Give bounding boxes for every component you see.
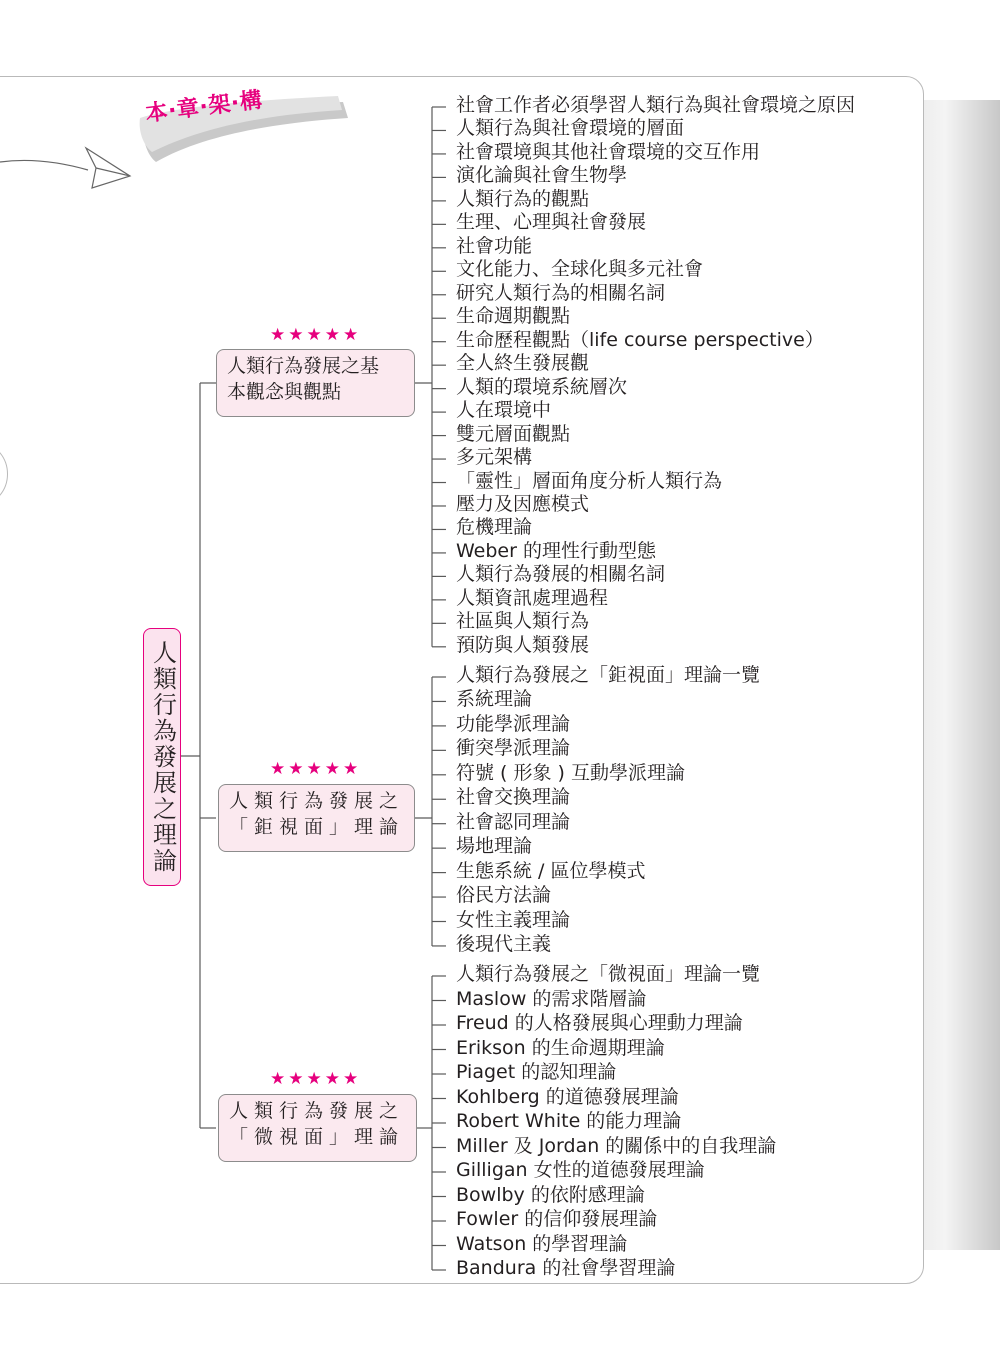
- topic-item: 危機理論: [456, 516, 533, 539]
- topic-item: 社會工作者必須學習人類行為與社會環境之原因: [456, 94, 856, 116]
- topic-item: Bowlby 的依附感理論: [456, 1183, 645, 1206]
- category-label-line1: 人類行為發展之: [229, 1100, 405, 1122]
- topic-item: Piaget 的認知理論: [456, 1061, 617, 1083]
- importance-stars: ★★★★★: [270, 1069, 362, 1089]
- topic-item: 演化論與社會生物學: [456, 164, 628, 187]
- topic-item: Weber 的理性行動型態: [456, 539, 656, 562]
- topic-item: Watson 的學習理論: [456, 1232, 628, 1255]
- topic-item: 人在環境中: [456, 399, 552, 422]
- category-micro-theories[interactable]: [218, 1094, 417, 1162]
- category-label-line1: 人類行為發展之基: [227, 355, 380, 377]
- topic-item: Erikson 的生命週期理論: [456, 1036, 665, 1059]
- topic-item: 生理、心理與社會發展: [456, 211, 647, 234]
- topic-item: Robert White 的能力理論: [456, 1110, 682, 1132]
- topic-item: 「靈性」層面角度分析人類行為: [456, 469, 723, 492]
- topic-item: 符號 ( 形象 ) 互動學派理論: [456, 761, 685, 784]
- topic-item: 人類行為發展的相關名詞: [456, 563, 666, 586]
- category-macro-theories[interactable]: [218, 784, 415, 852]
- topic-item: 人類行為發展之「鉅視面」理論一覽: [456, 664, 761, 686]
- topic-item: 雙元層面觀點: [456, 422, 571, 445]
- topic-item: 全人終生發展觀: [456, 352, 590, 375]
- topic-item: 女性主義理論: [456, 908, 571, 931]
- topic-item: 人類資訊處理過程: [456, 586, 609, 609]
- topic-item: 文化能力、全球化與多元社會: [456, 258, 704, 281]
- topic-item: 生命週期觀點: [456, 305, 571, 328]
- topic-item: 社會認同理論: [456, 810, 571, 833]
- chapter-structure-title: 本‧章‧架‧構: [144, 87, 265, 127]
- category-basic-concepts[interactable]: [216, 349, 415, 417]
- topic-item: 社區與人類行為: [456, 610, 590, 633]
- topic-item: 生態系統 / 區位學模式: [456, 859, 646, 882]
- topic-item: Freud 的人格發展與心理動力理論: [456, 1012, 743, 1034]
- topic-item: Gilligan 女性的道德發展理論: [456, 1159, 705, 1181]
- root-topic: 人類行為發展之理論: [143, 628, 181, 886]
- topic-item: 壓力及因應模式: [456, 492, 590, 515]
- topic-item: Bandura 的社會學習理論: [456, 1257, 676, 1279]
- importance-stars: ★★★★★: [270, 325, 362, 345]
- topic-item: Kohlberg 的道德發展理論: [456, 1085, 679, 1108]
- category-label-line1: 人類行為發展之: [229, 790, 405, 812]
- topic-item: 人類的環境系統層次: [456, 375, 628, 398]
- category-label-line2: 本觀念與觀點: [227, 381, 342, 403]
- topic-item: 衝突學派理論: [456, 737, 571, 760]
- category-label-line2: 「微視面」理論: [229, 1126, 405, 1148]
- topic-item: 人類行為與社會環境的層面: [456, 117, 685, 140]
- topic-item: 社會功能: [456, 234, 533, 257]
- topic-item: 預防與人類發展: [456, 633, 590, 656]
- topic-item: 場地理論: [456, 835, 533, 858]
- topic-item: 人類行為發展之「微視面」理論一覽: [456, 963, 761, 985]
- topic-item: 社會環境與其他社會環境的交互作用: [456, 140, 761, 163]
- topic-item: 功能學派理論: [456, 712, 571, 735]
- topic-item: Miller 及 Jordan 的關係中的自我理論: [456, 1134, 777, 1157]
- topic-item: 人類行為的觀點: [456, 187, 590, 210]
- topic-item: Fowler 的信仰發展理論: [456, 1208, 658, 1230]
- topic-item: 研究人類行為的相關名詞: [456, 281, 666, 304]
- topic-item: 後現代主義: [456, 932, 552, 955]
- importance-stars: ★★★★★: [270, 759, 362, 779]
- topic-item: 社會交換理論: [456, 786, 571, 809]
- topic-item: 多元架構: [456, 446, 533, 469]
- category-label-line2: 「鉅視面」理論: [229, 816, 405, 838]
- topic-item: 系統理論: [456, 688, 533, 711]
- topic-item: 俗民方法論: [456, 884, 552, 907]
- topic-item: Maslow 的需求階層論: [456, 987, 647, 1010]
- topic-item: 生命歷程觀點（life course perspective）: [456, 328, 824, 351]
